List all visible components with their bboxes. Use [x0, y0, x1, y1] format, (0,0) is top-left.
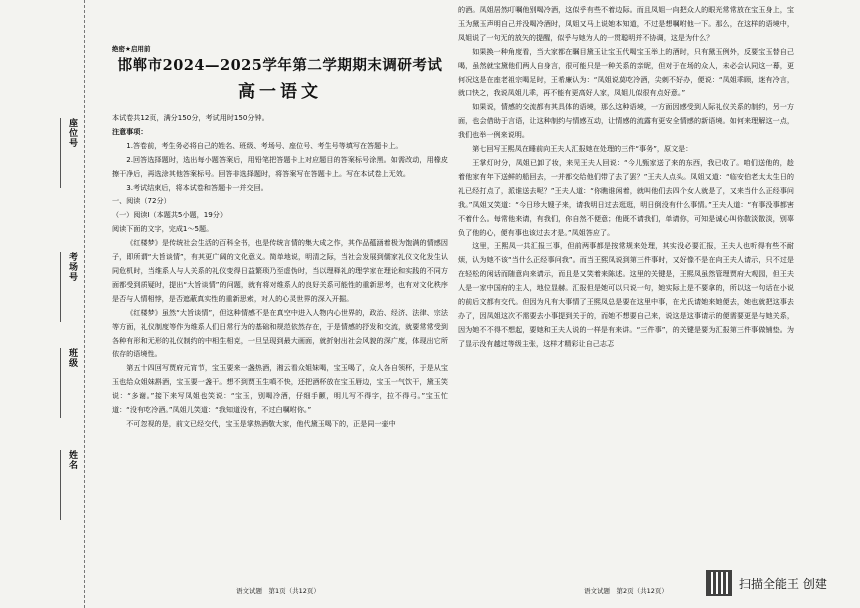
paragraph: 阅读下面的文字，完成1～5题。: [112, 224, 214, 234]
paragraph: 不可忽视的是，前文已经交代，宝玉是掌热酒敬大家，他代黛玉喝下的，正是同一壶中: [126, 418, 396, 428]
class-label: 班级: [67, 348, 77, 368]
paragraph: 注意事项：: [112, 126, 148, 136]
paragraph: 第七回写王熙凤在睡前向王夫人汇报她在处理的三件“事务”，原文是：: [472, 144, 693, 154]
right-column-text: [458, 3, 794, 351]
watermark-text: 扫描全能王 创建: [739, 576, 827, 591]
paragraph: 如果换一种角度看，当大家都在瞩目黛玉让宝玉代喝宝玉举上的酒时，只有黛玉例外，反要宝玉替自己喝，虽然就宝黛他们两人自身言，很可能只是一种关系的亲昵，但对于在场的众人，未必会认同这一幕，更何况这是在座老祖宗喝足时，王希廉认为：“凤姐说莫吃冷酒，尖刺不好办，便说：“凤姐乖顾，迷有冷言，就口快之，我说凤姐儿乖，再不能有更高好人家，凤姐儿似很有点好意。”: [458, 46, 794, 98]
paragraph: 3.考试结束后，将本试卷和答题卡一并交回。: [126, 182, 268, 192]
paragraph: 如果说，情感的交流都有其具体的语境，那么这种语境，一方面因感受到人际礼仪关系的制约，另一方面，也会借助于言语，让这种制约与情感互动，让情感的流露有更安全情感的新语境。如何来理解这一点，我们也举一例来说明。: [458, 102, 794, 140]
subject-title: 高一语文: [238, 82, 322, 102]
paragraph: 《红楼梦》是传统社会生活的百科全书，也是传统言情的集大成之作，其作品蕴涵着极为饱满的情感因子，即所谓“大旨谈情”，有其更广阔的文化意义。简单地说，明清之际，当社会发展到儒家礼仪文化发生认同危机时，当维系人与人关系的礼仪变得日益繁琐乃至虚伪时，当以理释礼的理学家在理论和实践的不同方面都受到质疑时，提出“大旨谈情”的问题，就有将对维系人的良好关系可能性的重新思考，也有对文化秩序是否与人情相悖，是否遮蔽真实性的重新思索，对人的心灵世界的深入开掘。: [112, 238, 448, 303]
confidential-label: 绝密★启用前: [112, 45, 151, 53]
paragraph: 2.回答选择题时，选出每小题答案后，用铅笔把答题卡上对应题目的答案标号涂黑。如需改动，用橡皮擦干净后，再选涂其他答案标号。回答非选择题时，将答案写在答题卡上。写在本试卷上无效。: [112, 154, 448, 178]
left-column-text: [112, 111, 448, 431]
paragraph: 王掌灯时分，凤姐已卸了妆，来见王夫人回说：“今儿甄家送了来的东西，我已收了。咱们送他的，趁着他家有年下送鲜的船回去，一并都交给他们带了去了罢？”王夫人点头。凤姐又道：“临安伯老太太生日的礼已经打点了，派谁送去呢？”王夫人道：“你瞧谁闲着，就叫他们去四个女人就是了，又来当什么正经事问我。”凤姐又笑道：“今日珍大嫂子来，请我明日过去逛逛，明日倒没有什么事情。”王夫人道：“有事没事都害不着什么。每常他来请，有我们，你自然不便意；他既不请我们，单请你，可知是诚心叫你散淡散淡，别辜负了他的心，便有事也该过去才是。”凤姐答应了。: [458, 157, 794, 237]
room-number-label: 考场号: [67, 252, 77, 282]
paragraph: 1.答卷前，考生务必将自己的姓名、班级、考场号、座位号、考生号等填写在答题卡上。: [126, 140, 403, 150]
seat-number-field: [66, 118, 79, 148]
footer-page-2: 语文试题 第2页（共12页）: [584, 587, 668, 595]
paragraph: （一）阅读Ⅰ（本题共5小题，19分）: [112, 210, 227, 220]
scanner-watermark: [706, 570, 827, 596]
exam-title: 邯郸市2024—2025学年第二学期期末调研考试: [117, 57, 443, 74]
binding-line: [84, 0, 85, 608]
paragraph: 第五十四回写贾府元宵节，宝玉要来一盏热酒，湘云看众姐妹喝，宝玉喝了，众人各自领杯，于是从宝玉也给众姐妹斟酒，宝玉要一盏干。想不到贾玉生嗔不快，还把酒杯放在宝玉唇边，宝玉一气饮干，黛玉笑说：“多谢。”接下来写凤姐也笑说：“宝玉，别喝冷酒，仔细手颤，明儿写不得字，拉不得弓。”宝玉忙道：“没有吃冷酒。”凤姐儿笑道：“我知道没有，不过白嘱咐你。”: [112, 363, 448, 415]
qr-code-icon: [706, 570, 732, 596]
paragraph: 这里，王熙凤一共汇报三事，但前两事都是按常规来处理，其实没必要汇报，王夫人也听得有些不耐烦，认为她不该“当什么正经事问我”。而当王熙凤说到第三件事时，又好像不是在向王夫人请示，只不过是在轻松的闲话而随意向来请示，而且是又笑着来陈述。这里的关键是，王熙凤虽然管理贾府大观园，但王夫人是一家中国府的主人，地位显赫。汇报但是她可以只说一句，她实际上是不要拿的，所以这一句话在小说的前后文都有交代。但因为凡有大事情了王熙凤总是要在这里中事，在尤氏请她来她便去，她也就把这事去办了，因凤姐这次不需要去小事提到关于的，而她不想要自己来，说这是这事请示的便需要更是与她关系，因为她不不得不想起，要她和王夫人说的一样是有来讲。“三件事”，的关键是要为汇报第三件事做铺垫。为了显示没有越过等级主张，这样才精彩让自己志忑: [458, 241, 794, 348]
name-field: [66, 450, 79, 470]
paragraph: 《红楼梦》虽然“大旨谈情”，但这种情感不是在真空中进入人物内心世界的，政治、经济、法律、宗法等方面，礼仪制度等作为维系人们日常行为的基础和规范依然存在，于是情感的抒发和交流，就要常常受到各种有形和无形的礼仪制约的中相生相克，一旦呈现到最大画面，就折射出社会风貌的深广度，体现出它所依存的语境性。: [112, 307, 448, 359]
paragraph: 的酒。凤姐居然叮嘱他别喝冷酒，这似乎有些不着边际。而且凤姐一向把众人的眼光常常放在宝玉身上，宝玉为黛玉声明自己并没喝冷酒时，凤姐又马上说她本知道，不过是想嘱咐他一下。那么，在这样的语境中，凤姐说了一句无的放矢的提醒，似乎与她为人的一贯聪明并不协调，这是为什么？: [458, 5, 794, 42]
paragraph: 本试卷共12页，满分150分，考试用时150分钟。: [112, 113, 269, 122]
class-field: [66, 348, 79, 368]
name-label: 姓名: [67, 450, 77, 470]
paragraph: 一、阅读（72分）: [112, 196, 171, 206]
footer-page-1: 语文试题 第1页（共12页）: [236, 587, 320, 595]
binding-margin: [0, 0, 98, 608]
room-number-field: [66, 252, 79, 282]
seat-number-label: 座位号: [67, 118, 77, 148]
